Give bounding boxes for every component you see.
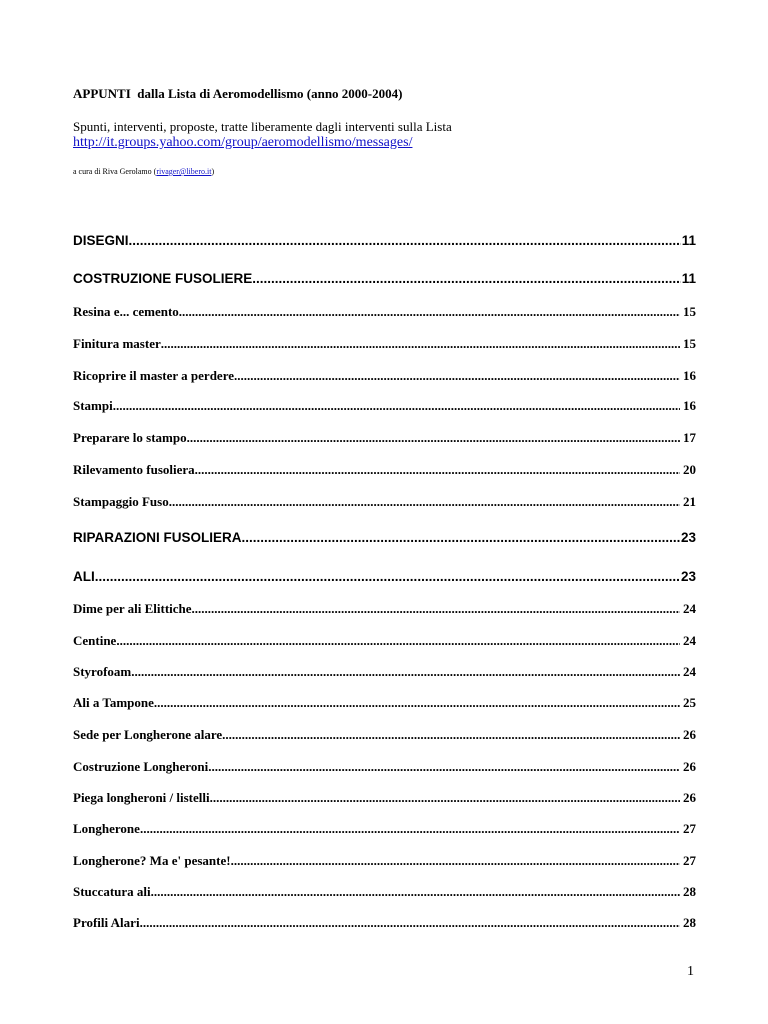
toc-entry[interactable]	[73, 462, 696, 478]
toc-entry-page: 26	[683, 727, 696, 742]
toc-entry-page: 24	[683, 664, 696, 679]
toc-entry-page: 26	[683, 790, 696, 805]
toc-dot-leader	[95, 569, 680, 584]
toc-dot-leader	[131, 664, 680, 680]
toc-dot-leader	[140, 821, 680, 837]
toc-entry-label: Stampaggio Fuso	[73, 494, 169, 509]
toc-entry-label: Longherone	[73, 821, 140, 836]
header-subtitle: Spunti, interventi, proposte, tratte liberamente dagli interventi sulla Lista	[73, 119, 452, 134]
credit-email-link[interactable]: rivager@libero.it	[156, 167, 212, 176]
toc-entry-label: Stampi	[73, 398, 113, 413]
toc-entry-label: Preparare lo stampo	[73, 430, 187, 445]
header-title: APPUNTI dalla Lista di Aeromodellismo (anno 2000-2004)	[73, 86, 403, 101]
toc-entry[interactable]	[73, 430, 696, 446]
toc-entry-page: 23	[680, 569, 696, 584]
toc-dot-leader	[195, 462, 680, 478]
toc-dot-leader	[116, 633, 680, 649]
toc-entry-label: Dime per ali Elittiche	[73, 601, 192, 616]
toc-dot-leader	[129, 233, 681, 248]
toc-entry[interactable]	[73, 494, 696, 510]
toc-entry-page: 15	[683, 304, 696, 319]
toc-entry-page: 20	[683, 462, 696, 477]
toc-entry-page: 27	[683, 853, 696, 868]
toc-dot-leader	[252, 271, 680, 286]
toc-entry-label: Costruzione Longheroni	[73, 759, 209, 774]
toc-entry-page: 17	[683, 430, 696, 445]
toc-entry-page: 25	[683, 695, 696, 710]
toc-dot-leader	[151, 884, 680, 900]
toc-entry-page: 26	[683, 759, 696, 774]
toc-entry-label: ALI	[73, 569, 95, 584]
toc-entry[interactable]	[73, 271, 696, 286]
credit-suffix: )	[211, 167, 215, 176]
toc-dot-leader	[169, 494, 680, 510]
toc-entry[interactable]	[73, 695, 696, 711]
toc-entry[interactable]	[73, 601, 696, 617]
toc-dot-leader	[208, 759, 680, 775]
toc-entry-page: 16	[683, 368, 696, 383]
toc-entry-page: 24	[683, 601, 696, 616]
toc-entry[interactable]	[73, 368, 696, 384]
toc-entry-label: Ricoprire il master a perdere	[73, 368, 235, 383]
toc-entry-label: Ali a Tampone	[73, 695, 154, 710]
toc-dot-leader	[113, 398, 680, 414]
toc-entry[interactable]	[73, 853, 696, 869]
credit-prefix: a cura di Riva Gerolamo (	[73, 167, 157, 176]
toc-entry-page: 11	[681, 271, 696, 286]
toc-entry-label: Rilevamento fusoliera	[73, 462, 195, 477]
toc-entry-page: 16	[683, 398, 696, 413]
toc-entry-label: RIPARAZIONI FUSOLIERA	[73, 530, 242, 545]
toc-entry-page: 28	[683, 915, 696, 930]
toc-dot-leader	[231, 853, 680, 869]
toc-dot-leader	[140, 915, 680, 931]
toc-entry[interactable]	[73, 821, 696, 837]
toc-entry-label: Stuccatura ali	[73, 884, 151, 899]
toc-entry-label: Styrofoam	[73, 664, 132, 679]
toc-entry-label: Profili Alari	[73, 915, 140, 930]
toc-entry-label: Resina e... cemento	[73, 304, 179, 319]
toc-entry-label: Sede per Longherone alare	[73, 727, 223, 742]
toc-entry[interactable]	[73, 884, 696, 900]
toc-entry[interactable]	[73, 398, 696, 414]
toc-entry[interactable]	[73, 233, 696, 248]
toc-entry[interactable]	[73, 759, 696, 775]
toc-entry-label: Finitura master	[73, 336, 161, 351]
toc-entry-page: 28	[683, 884, 696, 899]
toc-dot-leader	[154, 695, 680, 711]
toc-dot-leader	[210, 790, 680, 806]
toc-dot-leader	[242, 530, 680, 545]
toc-entry[interactable]	[73, 664, 696, 680]
group-url-link[interactable]: http://it.groups.yahoo.com/group/aeromodellismo/messages/	[73, 135, 413, 150]
toc-entry-label: COSTRUZIONE FUSOLIERE	[73, 271, 253, 286]
toc-entry-page: 23	[680, 530, 696, 545]
toc-dot-leader	[179, 304, 680, 320]
toc-dot-leader	[192, 601, 680, 617]
toc-dot-leader	[187, 430, 680, 446]
toc-entry-page: 11	[681, 233, 696, 248]
toc-dot-leader	[234, 368, 680, 384]
toc-entry[interactable]	[73, 530, 696, 545]
toc-dot-leader	[222, 727, 680, 743]
toc-entry-page: 21	[683, 494, 696, 509]
toc-dot-leader	[161, 336, 680, 352]
credit-line	[73, 167, 214, 176]
toc-entry-label: DISEGNI	[73, 233, 129, 248]
toc-entry[interactable]	[73, 915, 696, 931]
toc-entry[interactable]	[73, 336, 696, 352]
toc-entry[interactable]	[73, 569, 696, 584]
toc-entry[interactable]	[73, 633, 696, 649]
toc-entry[interactable]	[73, 304, 696, 320]
toc-entry-page: 27	[683, 821, 696, 836]
page-number: 1	[687, 964, 694, 979]
toc-entry-label: Piega longheroni / listelli	[73, 790, 210, 805]
toc-entry-label: Centine	[73, 633, 117, 648]
toc-entry[interactable]	[73, 790, 696, 806]
toc-entry-page: 15	[683, 336, 696, 351]
toc-entry-label: Longherone? Ma e' pesante!	[73, 853, 231, 868]
toc-entry-page: 24	[683, 633, 696, 648]
toc-entry[interactable]	[73, 727, 696, 743]
